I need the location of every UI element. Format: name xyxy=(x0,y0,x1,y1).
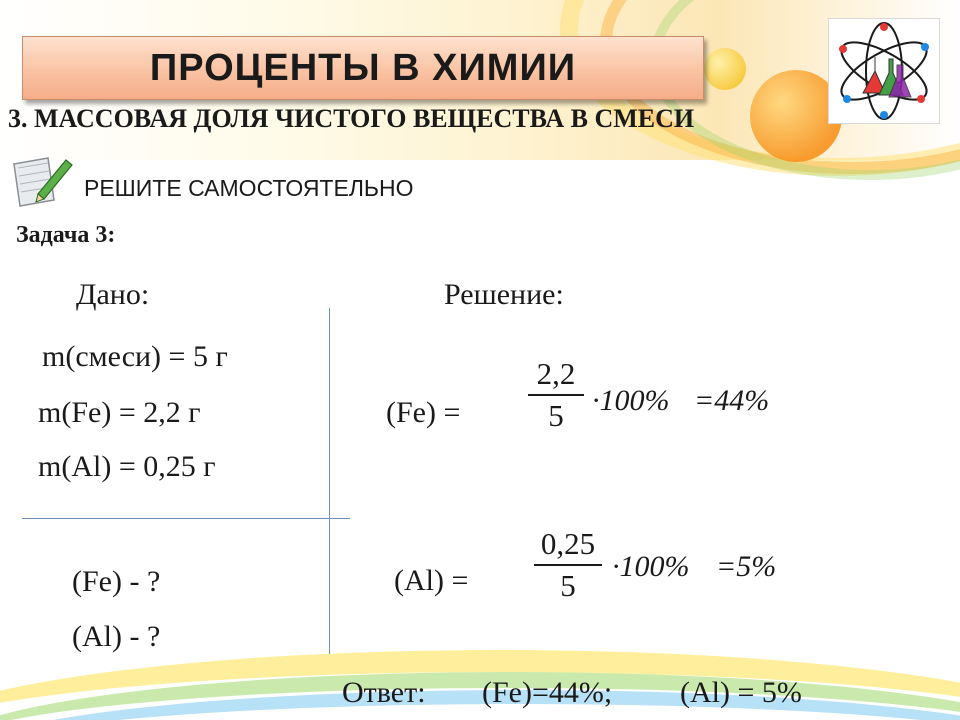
title-box xyxy=(22,36,704,100)
solution-header: Решение: xyxy=(444,278,564,311)
fe-denominator: 5 xyxy=(548,398,564,433)
answer-al: (Al) = 5% xyxy=(680,676,802,709)
fe-lhs: (Fe) = xyxy=(386,396,461,429)
fraction-bar xyxy=(534,564,602,566)
given-item: m(смеси) = 5 г xyxy=(42,340,228,373)
solve-yourself-label: РЕШИТЕ САМОСТОЯТЕЛЬНО xyxy=(84,175,414,201)
al-numerator: 0,25 xyxy=(540,526,596,561)
al-result: =5% xyxy=(716,550,777,583)
al-denominator: 5 xyxy=(560,568,576,603)
fe-fraction xyxy=(528,356,584,434)
slide-title: ПРОЦЕНТЫ В ХИМИИ xyxy=(149,46,577,89)
task-title: Задача 3 xyxy=(16,222,108,248)
slide-subtitle: 3. МАССОВАЯ ДОЛЯ ЧИСТОГО ВЕЩЕСТВА В СМЕСИ xyxy=(8,104,695,133)
atom-flask-icon xyxy=(829,19,939,123)
unknown-item: (Al) - ? xyxy=(72,620,161,653)
unknown-item: (Fe) - ? xyxy=(72,565,161,598)
al-multiplier: ·100% xyxy=(612,550,690,583)
task-label xyxy=(16,222,115,249)
given-item: m(Al) = 0,25 г xyxy=(38,450,216,483)
answer-label: Ответ: xyxy=(342,676,426,709)
al-fraction xyxy=(534,526,602,604)
fraction-bar xyxy=(528,394,584,396)
fe-numerator: 2,2 xyxy=(536,356,576,391)
vertical-divider xyxy=(329,308,330,654)
fe-result: =44% xyxy=(694,384,770,417)
answer-fe: (Fe)=44%; xyxy=(482,676,613,709)
fe-multiplier: ·100% xyxy=(592,384,670,417)
decor-circle-yellow xyxy=(704,48,746,90)
given-item: m(Fe) = 2,2 г xyxy=(38,396,201,429)
given-header: Дано: xyxy=(76,278,150,311)
notepad-pencil-icon xyxy=(8,154,74,210)
atom-flask-logo xyxy=(828,18,940,124)
al-lhs: (Al) = xyxy=(394,564,469,597)
horizontal-divider xyxy=(22,518,350,519)
task-colon: : xyxy=(107,222,116,248)
